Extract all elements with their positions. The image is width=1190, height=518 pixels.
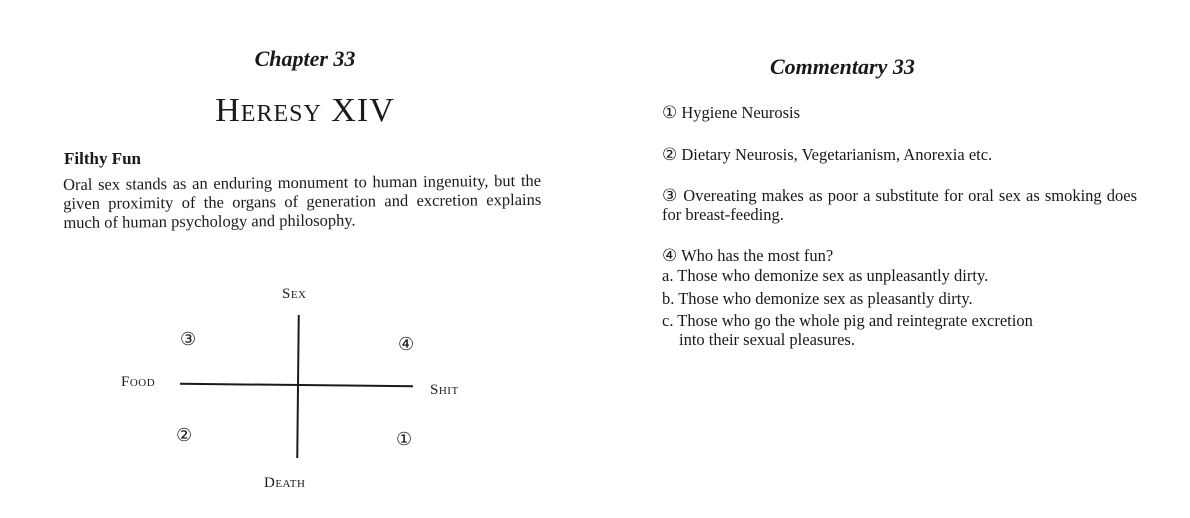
body-paragraph: Oral sex stands as an enduring monument to human ingenuity, but the given proximity of the organs of generation and excretion explains much of human psychology and philosophy. bbox=[63, 170, 542, 232]
quadrant-marker-top-right: ④ bbox=[398, 334, 415, 354]
section-heading: Filthy Fun bbox=[64, 149, 141, 168]
diagram-label-top: Sex bbox=[282, 286, 307, 302]
diagram-label-left: Food bbox=[121, 374, 156, 390]
commentary-note bbox=[662, 145, 1137, 164]
diagram-label-right: Shit bbox=[430, 382, 459, 398]
note-number: ③ bbox=[662, 186, 679, 205]
note-number: ① bbox=[662, 103, 678, 122]
commentary-note bbox=[662, 246, 1137, 265]
commentary-title: Commentary 33 bbox=[770, 54, 915, 79]
quadrant-marker-bottom-right: ① bbox=[396, 429, 413, 449]
chapter-label: Chapter 33 bbox=[254, 46, 356, 71]
page-title: Heresy XIV bbox=[215, 92, 395, 129]
note-number: ② bbox=[662, 145, 678, 164]
list-item-continuation: into their sexual pleasures. bbox=[679, 330, 855, 349]
list-item: a. Those who demonize sex as unpleasantly dirty. bbox=[662, 266, 989, 285]
commentary-note bbox=[662, 103, 1137, 122]
note-text: Who has the most fun? bbox=[681, 246, 834, 265]
note-text: Dietary Neurosis, Vegetarianism, Anorexia etc. bbox=[681, 145, 993, 164]
quadrant-marker-top-left: ③ bbox=[180, 329, 197, 349]
quadrant-marker-bottom-left: ② bbox=[176, 425, 193, 445]
list-item: b. Those who demonize sex as pleasantly dirty. bbox=[662, 289, 973, 308]
note-number: ④ bbox=[662, 246, 678, 265]
list-item bbox=[662, 311, 1137, 349]
vertical-axis bbox=[296, 315, 299, 458]
right-page bbox=[595, 0, 1190, 518]
note-text: Hygiene Neurosis bbox=[681, 103, 801, 122]
commentary-note bbox=[662, 186, 1137, 224]
diagram-label-bottom: Death bbox=[264, 475, 306, 491]
note-text: Overeating makes as poor a substitute for oral sex as smoking does for breast-feeding. bbox=[662, 186, 1137, 224]
list-item-text: c. Those who go the whole pig and reintegrate excretion bbox=[662, 311, 1033, 330]
